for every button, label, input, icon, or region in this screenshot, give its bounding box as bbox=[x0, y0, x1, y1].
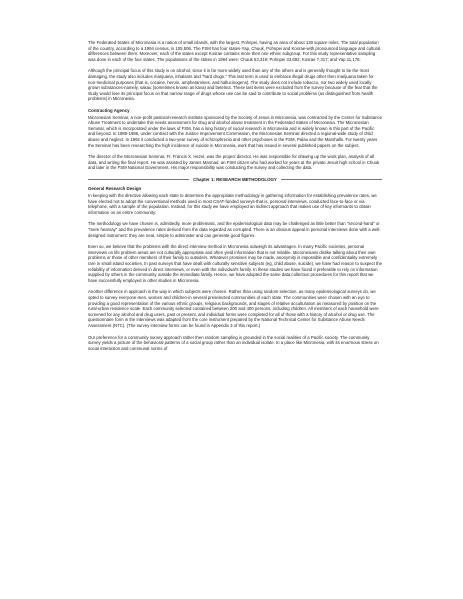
intro-paragraph-2: Although the principal focus of this study is on alcohol, since it is far more widely used than any of the others and is generally thought to be the most damaging, the study also includes marijuana, inhalants and "hard drugs." This last term is used to embrace illegal drugs other then marijuana taken for non-medicinal purposes (that is, cocaine, heroin, amphetamines, and hallucinogens). The study does not include tobacco, nor two widely used locally grown substances-namely, sakau (sometimes known as kava) and betelnut. These last items were excluded from the survey because of the fear that the study would lose its principal focus on that narrow range of drugs whose use can be said to contribute to social problems (as distinguished from health problems) in Micronesia. bbox=[88, 68, 378, 102]
general-research-design-heading: General Research Design bbox=[88, 186, 142, 192]
chapter-heading bbox=[88, 177, 382, 183]
design-paragraph-5: Our preference for a community survey approach rather then random sampling is grounded in the social realities of a Pacific society. The community survey yields a picture of the behavioral patterns of a social group rather than an individual isolate. In a place like Micronesia, with its enormous stress on social interaction and communal norms of bbox=[88, 334, 379, 351]
contracting-agency-heading: Contracting Agency bbox=[88, 107, 130, 113]
document-body bbox=[88, 40, 382, 357]
chapter-rule-right bbox=[281, 179, 382, 180]
contracting-agency-paragraph-1: Micronesian Seminar, a non-profit pastoral-research institute sponsored by the Society of Jesus in Micronesia, was contracted by the Center for Substance Abuse Treatment to undertake this needs assessment for drug and alcohol abuse treatment in the Federated States of Micronesia. The Micronesian Seminar, which is incorporated under the laws of FSM, has a long history of social research in Micronesia and is widely known in this part of the Pacific and beyond. In 1985-1986, under contract with the Justice Improvement Commission, the Micronesian Seminar directed a regional-wide study of child abuse and neglect. In 1992 it conducted a two-year survey of schizophrenia and other psychoses in the FSM, Palau and the Marshalls. For twenty years the Seminar has been researching the high incidence of suicide in Micronesia, work that has issued in several published papers on the subject. bbox=[88, 114, 383, 148]
chapter-rule-left bbox=[88, 179, 189, 180]
chapter-title: Chapter 1: RESEARCH METHODOLOGY bbox=[193, 176, 277, 182]
design-paragraph-4: Another difference in approach is the way in which subjects were chosen. Rather than using random selection, as many epidemiological surveys do, we opted to survey everyone-men, women and children-in several preselected communities of each state. The communities were chosen with an eye to providing a good representation of the various ethnic groups, religious backgrounds, and stages of relative acculturation as measured by position on the rural-urban residence scale. Each community selected contained between 200 and 400 persons, including children. All members of each household were screened for any alcohol and drug users, past or present, and individual forms were completed for all of those with a history of alcohol or drug use. The questionnaire form in the interviews was adapted from the core instrument prepared by the National Technical Center for Substance Abuse Needs Assessment (NTC). (The survey interview forms can be found in Appendix 3 of this report.) bbox=[88, 289, 379, 328]
design-paragraph-3: Even so, we believe that the problems with the direct interview method in Micronesia outweigh its advantages. In many Pacific societies, personal interviews on life problem areas are not culturally appropriate and often yield information that is not reliable. Micronesians dislike talking about their own problems or those of other members of their family to outsiders. Whatever promises may be made, anonymity is impossible and confidentiality extremely rare in small island societies. In past surveys that have dealt with culturally sensitive subjects (eg, child abuse, suicide), we have had reason to suspect the reliability of information derived in direct interviews, or even with the individual's family. In these studies we have found it preferable to rely on information supplied by others in the community outside the immediate family. Hence, we have adopted the same data collection procedures for this report that we have successfully employed in other studies in Micronesia. bbox=[88, 244, 383, 283]
design-paragraph-1: In keeping with the directive allowing each state to determine the appropriate methodology in gathering information for establishing prevalence rates, we have elected not to adopt the conventional methods used in most CSAT-funded surveys-that is, personal interviews, conducted face-to-face or via telephone, with a sample of the population. Instead, for this study we have employed an indirect approach that makes use of key informants to obtain information on an entire community. bbox=[88, 193, 377, 215]
contracting-agency-paragraph-2: The director of the Micronesian Seminar, Fr. Francis X. Hezel, was the project director. He was responsible for drawing up the work plan, analysis of all data, and writing the final report. He was assisted by James Marmad, an FSM citizen who had worked for years at the private Jesuit high school in Chuuk and later in the FSM National Government. His major responsibility was conducting the survey and collecting the data. bbox=[88, 154, 380, 171]
intro-paragraph-1: The Federated States of Micronesia is a nation of small islands, with the largest, Pohnpei, having an area of about 130 square miles. The total population of the country, according to a 1994 census, is 105,506. The FSM has four states-Yap, Chuuk, Pohnpei and Kosrae-with pronounced language and cultural differences between them. Moreover, each of the states except Kosrae contains more then one ethnic subgroup. For this study representative sampling was done in each of the four states. The populations of the states in 1994 were: Chuuk 53,319; Pohnpei 33,692; Kosrae 7,317; and Yap 11,178. bbox=[88, 40, 381, 62]
design-paragraph-2: The methodology we have chosen is, admittedly, more problematic, and the epidemiological data may be challenged as little better than "second-hand" or "mere hearsay" and the prevalence rates derived from the data regarded as corrupted. There is an obvious appeal in personal interviews done with a well-designed instrument: they are neat, simple to administer and can generate good figures. bbox=[88, 221, 381, 238]
